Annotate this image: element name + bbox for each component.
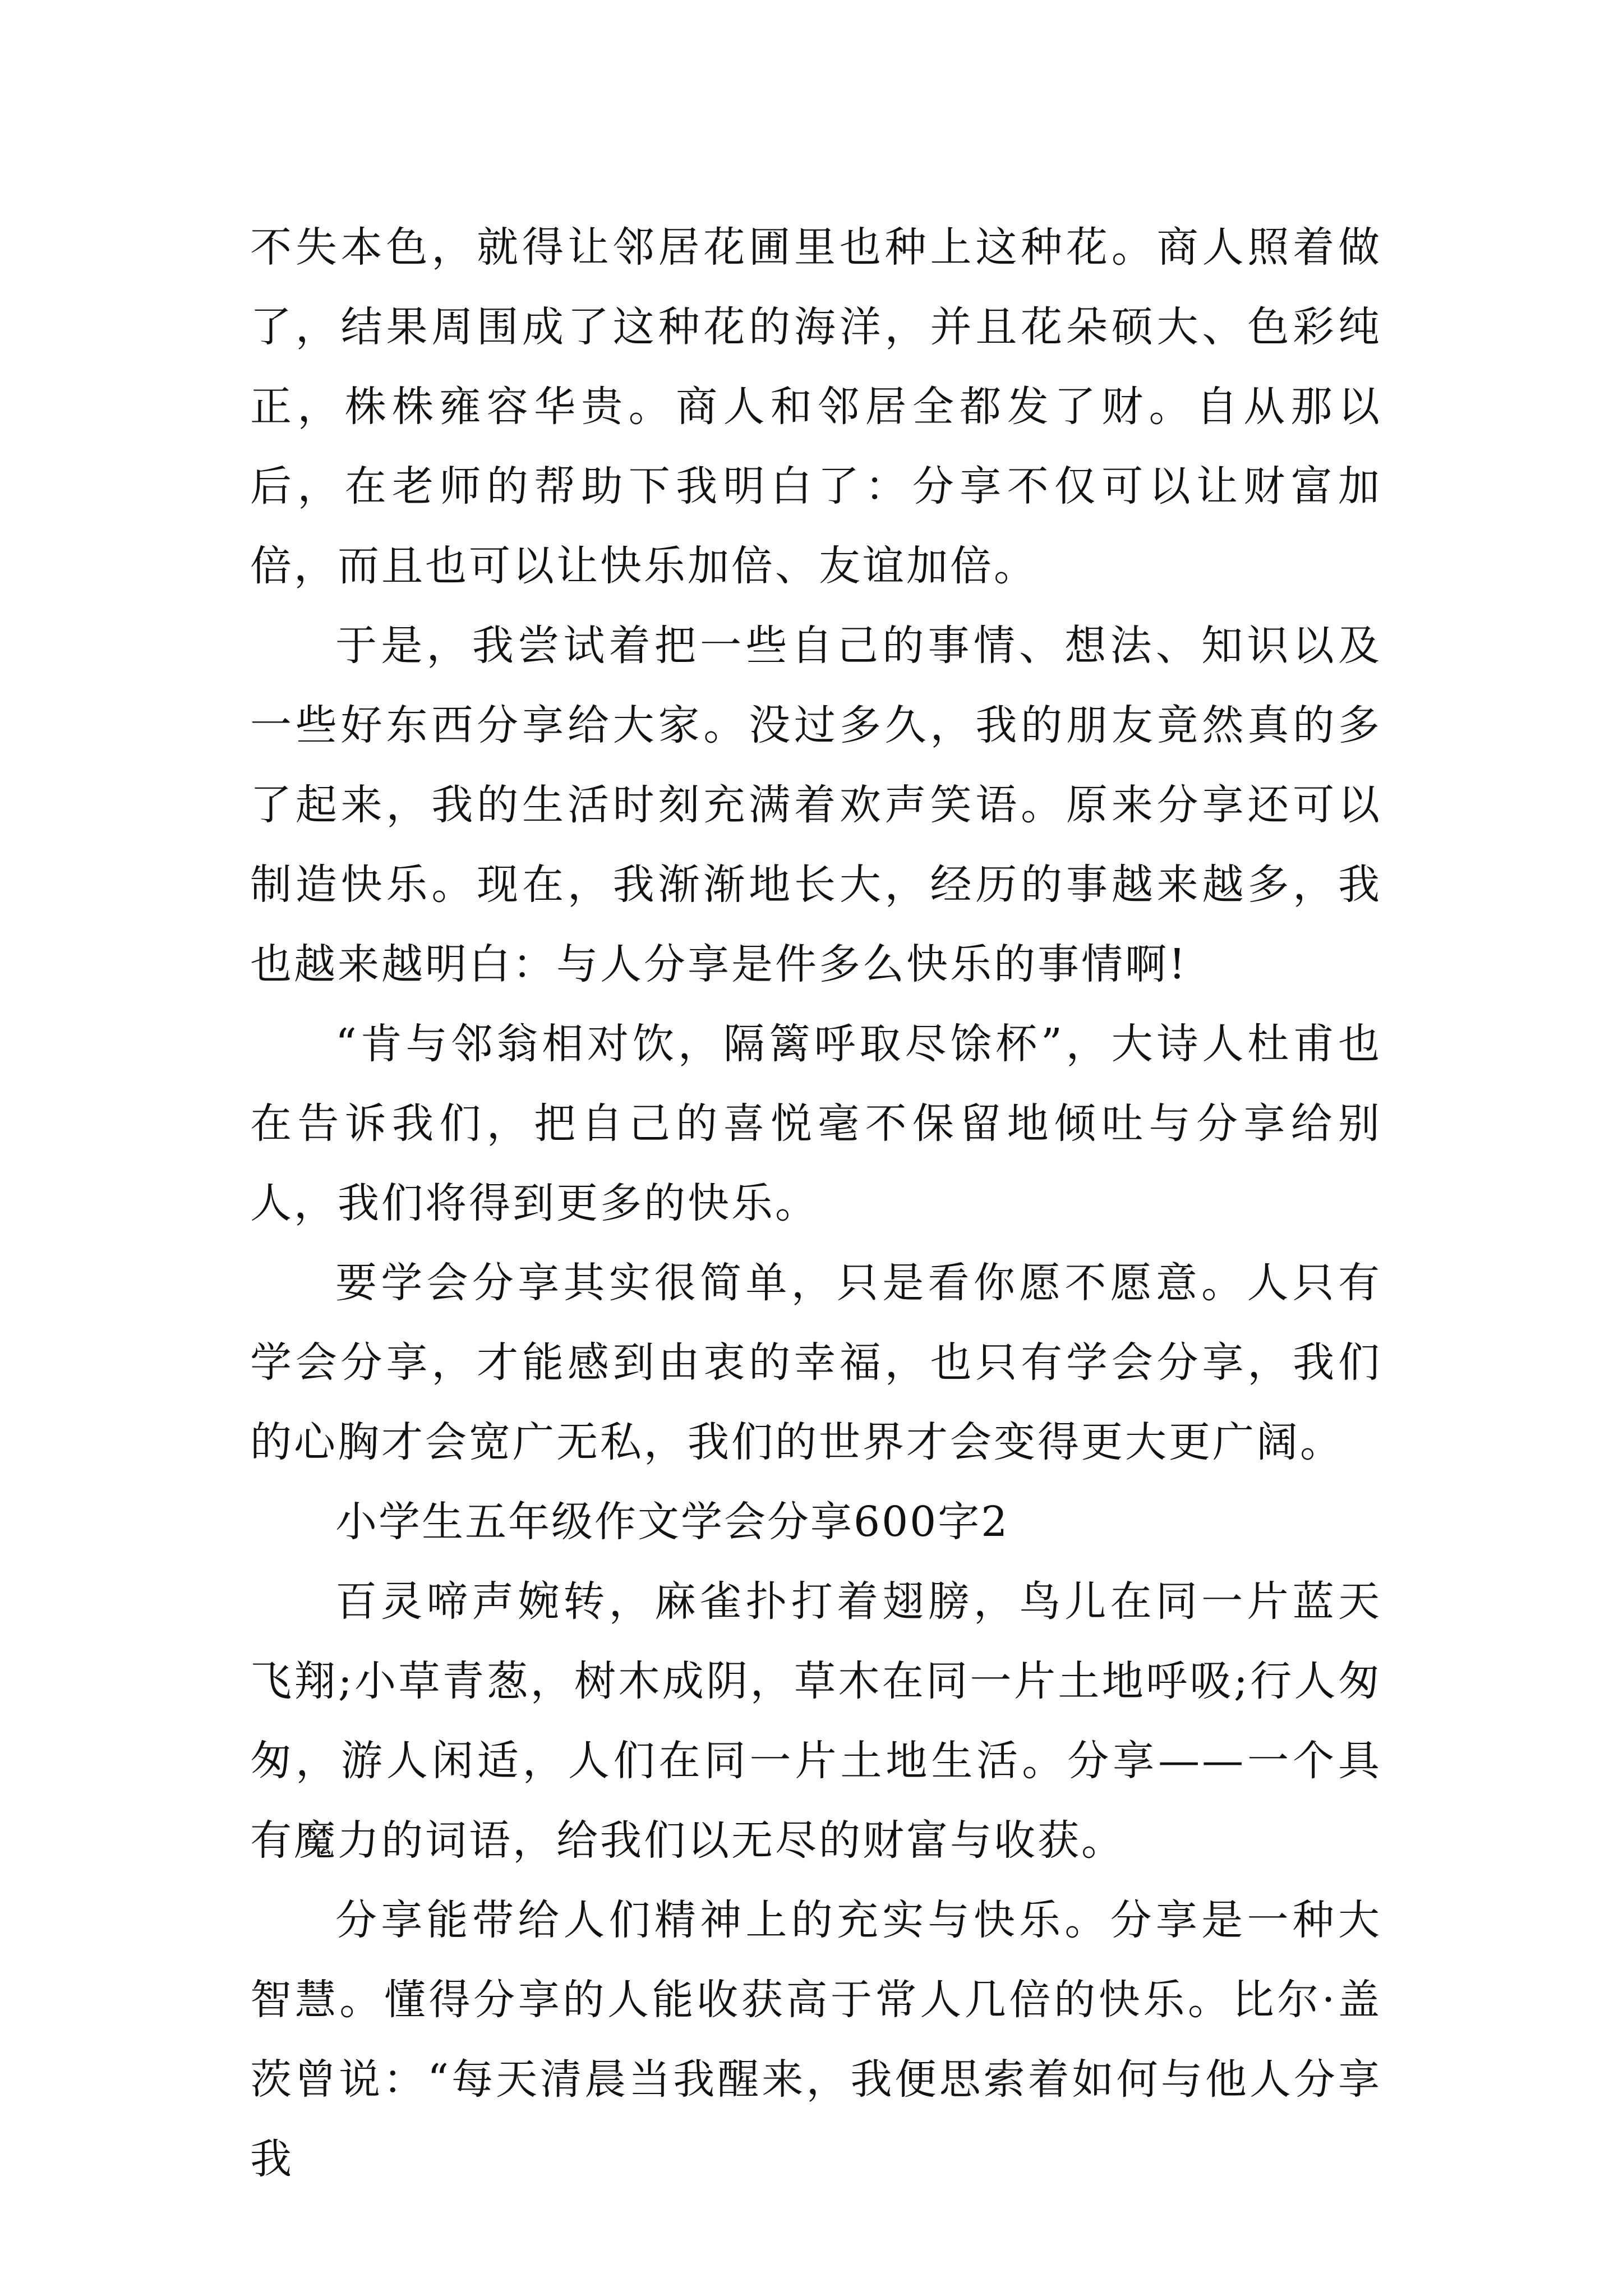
paragraph: 百灵啼声婉转，麻雀扑打着翅膀，鸟儿在同一片蓝天飞翔;小草青葱，树木成阴，草木在同一片土地呼吸;行人匆匆，游人闲适，人们在同一片土地生活。分享——一个具有魔力的词语，给我们以无尽的财富与收获。 <box>250 1577 1382 1865</box>
document-body <box>250 208 1382 2199</box>
paragraph: 分享能带给人们精神上的充实与快乐。分享是一种大智慧。懂得分享的人能收获高于常人几倍的快乐。比尔·盖茨曾说：“每天清晨当我醒来，我便思索着如何与他人分享我 <box>250 1896 1382 2183</box>
paragraph: 要学会分享其实很简单，只是看你愿不愿意。人只有学会分享，才能感到由衷的幸福，也只有学会分享，我们的心胸才会宽广无私，我们的世界才会变得更大更广阔。 <box>250 1259 1382 1466</box>
paragraph: 于是，我尝试着把一些自己的事情、想法、知识以及一些好东西分享给大家。没过多久，我的朋友竟然真的多了起来，我的生活时刻充满着欢声笑语。原来分享还可以制造快乐。现在，我渐渐地长大，经历的事越来越多，我也越来越明白：与人分享是件多么快乐的事情啊! <box>250 622 1382 988</box>
paragraph-continuation: 不失本色，就得让邻居花圃里也种上这种花。商人照着做了，结果周围成了这种花的海洋，并且花朵硕大、色彩纯正，株株雍容华贵。商人和邻居全都发了财。自从那以后，在老师的帮助下我明白了：分享不仅可以让财富加倍，而且也可以让快乐加倍、友谊加倍。 <box>250 223 1382 590</box>
paragraph-quote: “肯与邻翁相对饮，隔篱呼取尽馀杯”，大诗人杜甫也在告诉我们，把自己的喜悦毫不保留地倾吐与分享给别人，我们将得到更多的快乐。 <box>250 1020 1382 1227</box>
section-title: 小学生五年级作文学会分享600字2 <box>335 1498 1009 1546</box>
